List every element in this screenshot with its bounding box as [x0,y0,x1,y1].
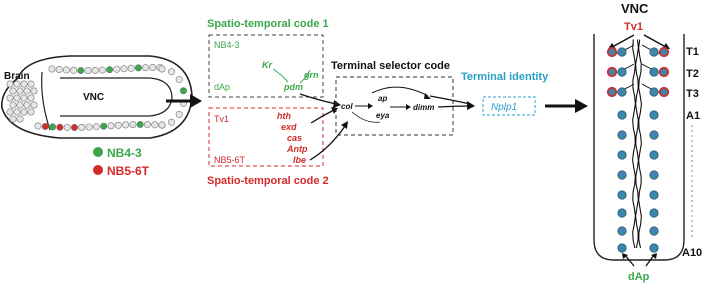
neuroblast-cell [49,66,55,72]
neuroblast-cell [159,66,165,72]
neuroblast-cell [28,95,34,101]
gene-grn: grn [304,70,319,80]
neuroblast-cell [128,65,134,71]
gene-exd: exd [281,122,297,132]
longitudinal-nerve [636,40,639,248]
legend-nb4-3-label: NB4-3 [107,146,142,160]
neuroblast-cell [10,102,16,108]
code1-cell-label: dAp [214,82,231,92]
neuroblast-cell [17,116,23,122]
neuroblast-cell [14,109,20,115]
vnc-schematic [594,1,702,283]
code2-panel [207,108,329,187]
dap-neuron-dot [650,191,658,199]
tv1-neuron-dot [608,88,616,96]
gene-pdm: pdm [284,82,303,92]
dap-neuron-dot [618,131,626,139]
dap-neuron-dot [650,209,658,217]
gene-antp: Antp [287,144,308,154]
neuroblast-cell [31,102,37,108]
neuroblast-cell [21,109,27,115]
gene-col: col [341,102,353,111]
neuroblast-cell [86,124,92,130]
dap-neuron-dot [650,171,658,179]
dap-neuron-dot [650,151,658,159]
longitudinal-nerve [633,40,636,248]
gene-cas: cas [287,133,303,143]
neuroblast-cell [152,122,158,128]
segment-a1: A1 [686,110,701,122]
dap-neuron-dot [618,191,626,199]
neuroblast-cell [121,66,127,72]
legend-nb4-3-dot [93,147,103,157]
tv1-neuron-dot [608,48,616,56]
nb5-6t-cell [57,124,63,130]
segment-t2: T2 [686,68,699,80]
gene-dimm: dimm [413,103,435,112]
neuroblast-cell [35,123,41,129]
neuroblast-cell [159,122,165,128]
neuroblast-cell [85,67,91,73]
neuroblast-cell [63,67,69,73]
nb4-3-cell [49,124,55,130]
nb4-3-cell [135,65,141,71]
vnc-title: VNC [621,1,649,16]
neuroblast-cell [176,111,182,117]
vnc-outline [594,34,684,260]
nb4-3-cell [106,66,112,72]
neuroblast-cell [56,66,62,72]
dap-neuron-dot [618,68,626,76]
neuroblast-cell [92,67,98,73]
big-arrow-2 [545,99,588,113]
neuroblast-cell [7,109,13,115]
selector-box [336,77,453,135]
code1-title: Spatio-temporal code 1 [207,18,329,30]
dap-neuron-dot [618,171,626,179]
gene-kr: Kr [262,60,273,70]
dap-neuron-dot [650,227,658,235]
dap-neuron-dot [650,88,658,96]
neuroblast-cell [24,88,30,94]
code1-nb-label: NB4-3 [214,40,240,50]
code1-panel [207,18,329,97]
dap-neuron-dot [618,48,626,56]
dap-neuron-dot [650,48,658,56]
segment-a10: A10 [682,247,703,259]
selector-title: Terminal selector code [331,60,451,72]
code2-title: Spatio-temporal code 2 [207,175,329,187]
neuroblast-cell [31,88,37,94]
neuroblast-cell [17,88,23,94]
neuroblast-cell [168,119,174,125]
neuroblast-cell [93,123,99,129]
dap-neuron-dot [618,227,626,235]
vnc-top-label: Tv1 [624,21,643,33]
dap-neuron-dot [618,209,626,217]
code2-nb-label: NB5-6T [214,155,246,165]
neuroblast-cell [144,121,150,127]
tv1-neuron-dot [660,68,668,76]
neuroblast-cell [122,122,128,128]
dap-neuron-dot [618,111,626,119]
neuroblast-cell [108,123,114,129]
dap-neuron-dot [650,68,658,76]
nb4-3-cell [180,88,186,94]
embryo-vnc-label: VNC [83,92,105,103]
nb4-3-cell [78,67,84,73]
neuroblast-cell [130,121,136,127]
neuroblast-cell [70,67,76,73]
neuroblast-cell [10,116,16,122]
neuroblast-cell [10,88,16,94]
tv1-neuron-dot [660,88,668,96]
gene-nplp1: Nplp1 [491,102,518,113]
neuroblast-cell [21,95,27,101]
dap-neuron-dot [650,131,658,139]
neuroblast-cell [168,69,174,75]
neuroblast-cell [17,102,23,108]
code2-cell-label: Tv1 [214,114,230,124]
neuroblast-cell [142,64,148,70]
longitudinal-nerve [639,40,642,248]
dap-neuron-dot [618,88,626,96]
embryo-panel [2,56,192,178]
gene-ap: ap [378,94,388,103]
tv1-neuron-dot [660,48,668,56]
gene-lbe: lbe [293,155,307,165]
neuroblast-cell [24,102,30,108]
neuroblast-cell [28,109,34,115]
nb5-6t-cell [71,124,77,130]
identity-panel [461,71,549,115]
vnc-bottom-label: dAp [628,271,650,283]
nb4-3-cell [101,123,107,129]
gene-hth: hth [277,111,291,121]
neuroblast-cell [64,124,70,130]
neuroblast-cell [176,76,182,82]
legend-nb5-6t-label: NB5-6T [107,164,150,178]
neuroblast-cell [7,95,13,101]
neuroblast-cell [99,67,105,73]
nb5-6t-cell [42,123,48,129]
identity-title: Terminal identity [461,71,549,83]
legend-nb5-6t-dot [93,165,103,175]
segment-t1: T1 [686,46,699,58]
nb4-3-cell [137,121,143,127]
neuroblast-cell [114,66,120,72]
dap-neuron-dot [650,111,658,119]
neuroblast-cell [79,124,85,130]
tv1-neuron-dot [608,68,616,76]
neuroblast-cell [115,122,121,128]
gene-eya: eya [376,111,390,120]
neuroblast-cell [150,64,156,70]
segment-t3: T3 [686,88,699,100]
brain-label: Brain [4,71,30,82]
dap-neuron-dot [618,244,626,252]
neuroblast-cell [14,95,20,101]
dap-neuron-dot [650,244,658,252]
dap-neuron-dot [618,151,626,159]
